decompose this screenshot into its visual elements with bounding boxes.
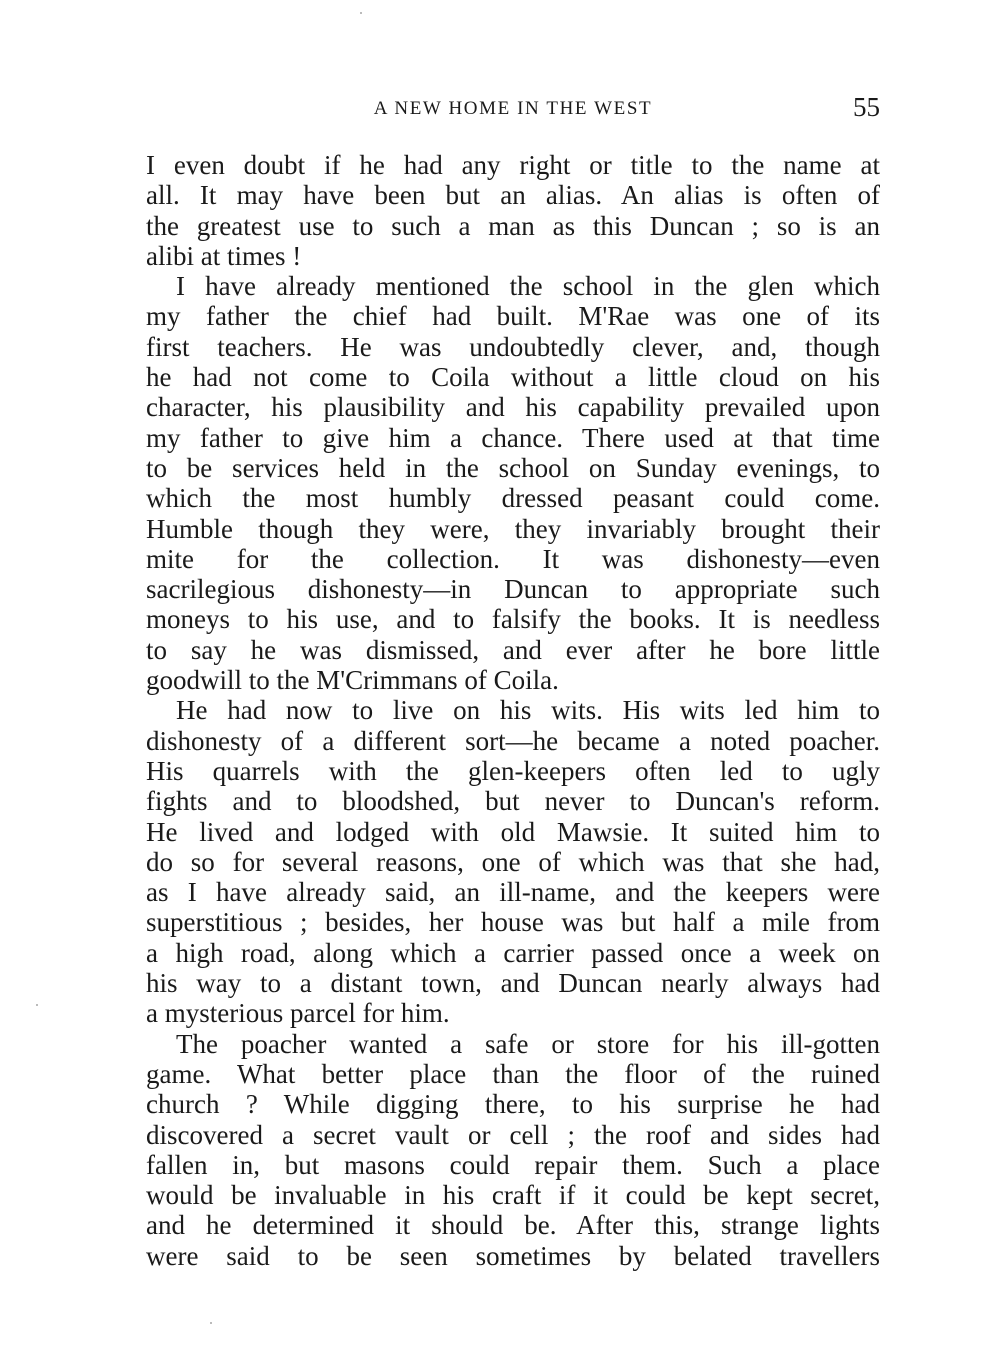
text-line: sacrilegious dishonesty—in Duncan to appropriate such [146,574,880,605]
page-number: 55 [853,92,880,122]
text-line: to be services held in the school on Sunday evenings, to [146,452,880,483]
text-line: fallen in, but masons could repair them. Such a place [146,1149,880,1180]
text-line: which the most humbly dressed peasant could come. [146,483,880,514]
text-line: I have already mentioned the school in the glen which [176,271,880,302]
scan-speck [360,12,362,14]
text-line: to say he was dismissed, and ever after he bore little [146,634,880,665]
text-line: my father to give him a chance. There used at that time [146,422,880,453]
text-line: all. It may have been but an alias. An alias is often of [146,180,880,211]
text-line: goodwill to the M'Crimmans of Coila. [146,665,559,696]
text-line: dishonesty of a different sort—he became a noted poacher. [146,725,880,756]
text-line: the greatest use to such a man as this Duncan ; so is an [146,210,880,241]
text-line: I even doubt if he had any right or title to the name at [146,150,880,180]
text-line: and he determined it should be. After this, strange lights [146,1210,880,1241]
scan-speck [36,1004,38,1006]
text-line: game. What better place than the floor of the ruined [146,1058,880,1089]
text-line: He had now to live on his wits. His wits led him to [176,695,880,726]
text-line: as I have already said, an ill-name, and the keepers were [146,877,880,908]
text-line: church ? While digging there, to his surprise he had [146,1089,880,1120]
text-line: The poacher wanted a safe or store for his ill-gotten [176,1028,880,1059]
text-line: he had not come to Coila without a little cloud on his [146,362,880,393]
text-line: his way to a distant town, and Duncan nearly always had [146,968,880,999]
text-line: Humble though they were, they invariably brought their [146,513,880,544]
running-head [146,92,880,126]
text-line: do so for several reasons, one of which was that she had, [146,846,880,877]
scan-speck [210,1322,212,1324]
text-line: fights and to bloodshed, but never to Duncan's reform. [146,786,880,817]
text-line: superstitious ; besides, her house was but half a mile from [146,907,880,938]
text-line: my father the chief had built. M'Rae was one of its [146,301,880,332]
body-text [146,150,880,1271]
running-title: A NEW HOME IN THE WEST [373,98,653,119]
text-line: a mysterious parcel for him. [146,998,450,1029]
text-line: a high road, along which a carrier passed once a week on [146,937,880,968]
text-line: alibi at times ! [146,240,302,271]
text-line: mite for the collection. It was dishonesty—even [146,543,880,574]
text-line: His quarrels with the glen-keepers often led to ugly [146,755,880,786]
text-line: were said to be seen sometimes by belated travellers [146,1240,880,1271]
text-line: first teachers. He was undoubtedly clever, and, though [146,331,880,362]
text-line: discovered a secret vault or cell ; the roof and sides had [146,1119,880,1150]
text-line: would be invaluable in his craft if it could be kept secret, [146,1180,880,1211]
text-line: He lived and lodged with old Mawsie. It suited him to [146,816,880,847]
text-line: character, his plausibility and his capability prevailed upon [146,392,880,423]
text-line: moneys to his use, and to falsify the books. It is needless [146,604,880,635]
